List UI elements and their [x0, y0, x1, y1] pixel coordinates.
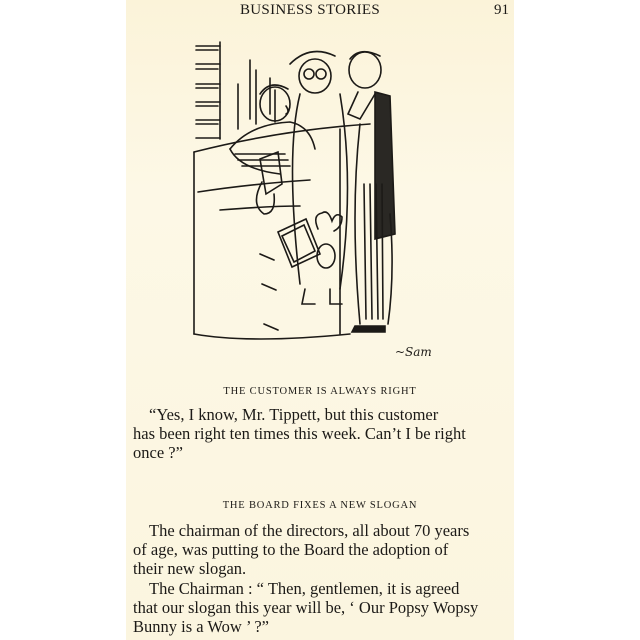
page-number: 91: [494, 2, 509, 18]
running-head: BUSINESS STORIES: [240, 2, 380, 18]
story-line: “Yes, I know, Mr. Tippett, but this customer: [149, 405, 439, 424]
story-line: their new slogan.: [133, 559, 247, 578]
story-title: THE CUSTOMER IS ALWAYS RIGHT: [223, 386, 417, 397]
story-title: THE BOARD FIXES A NEW SLOGAN: [222, 500, 418, 511]
artist-signature: ~Sam: [395, 345, 432, 359]
story-line: The Chairman : “ Then, gentlemen, it is agreed: [149, 579, 460, 598]
counter: [194, 124, 370, 339]
cartoon-illustration: [190, 34, 460, 364]
toy-bunny: [316, 212, 342, 268]
story-line: has been right ten times this week. Can’t I be right: [133, 424, 466, 443]
story-line: that our slogan this year will be, ‘ Our Popsy Wopsy: [133, 598, 479, 617]
story-line: once ?”: [133, 443, 183, 462]
shop-girl: [230, 85, 315, 174]
man-in-morning-suit: [348, 52, 395, 332]
story-body: [133, 579, 510, 636]
story-line: of age, was putting to the Board the adoption of: [133, 540, 449, 559]
older-woman: [290, 52, 348, 305]
story-body: [133, 405, 510, 462]
story-line: The chairman of the directors, all about 70 years: [149, 521, 470, 540]
story-line: Bunny is a Wow ’ ?”: [133, 617, 269, 636]
story-body: [133, 521, 510, 578]
